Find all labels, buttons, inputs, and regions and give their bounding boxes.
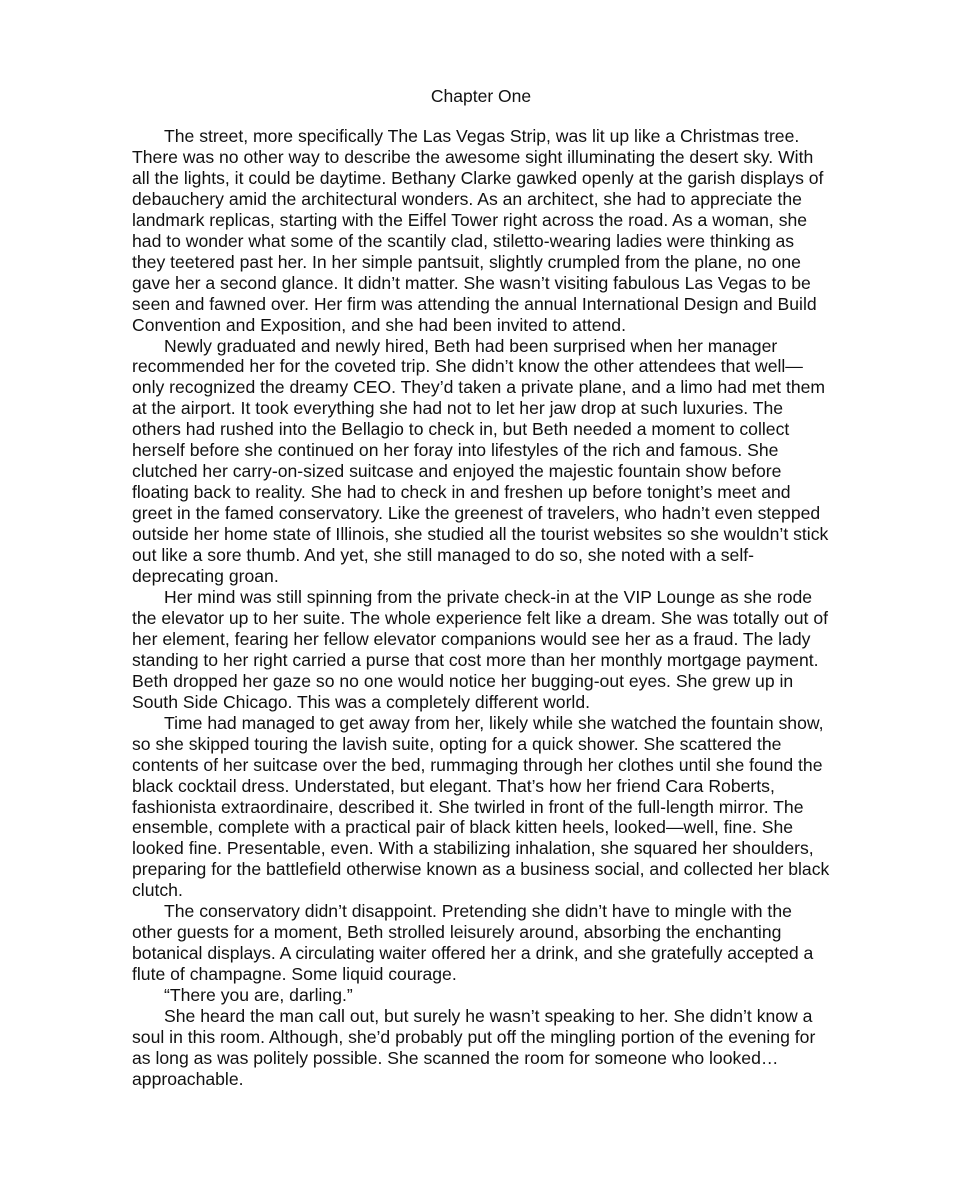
paragraph-1: The street, more specifically The Las Vegas Strip, was lit up like a Christmas tree. There was no other way to describe the awesome sight illuminating the desert sky. With all the lights, it could be daytime. Bethany Clarke gawked openly at the garish displays of debauchery amid the architectural wonders. As an architect, she had to appreciate the landmark replicas, starting with the Eiffel Tower right across the road. As a woman, she had to wonder what some of the scantily clad, stiletto-wearing ladies were thinking as they teetered past her. In her simple pantsuit, slightly crumpled from the plane, no one gave her a second glance. It didn’t matter. She wasn’t visiting fabulous Las Vegas to be seen and fawned over. Her firm was attending the annual International Design and Build Convention and Exposition, and she had been invited to attend. [132,126,824,335]
chapter-title: Chapter One [430,86,532,106]
paragraph-7: She heard the man call out, but surely he wasn’t speaking to her. She didn’t know a soul in this room. Although, she’d probably put off the mingling portion of the evening for as long as was politely possible. She scanned the room for someone who looked… approachable. [132,1006,816,1089]
paragraph-3: Her mind was still spinning from the private check-in at the VIP Lounge as she rode the elevator up to her suite. The whole experience felt like a dream. She was totally out of her element, fearing her fellow elevator companions would see her as a fraud. The lady standing to her right carried a purse that cost more than her monthly mortgage payment. Beth dropped her gaze so no one would notice her bugging-out eyes. She grew up in South Side Chicago. This was a completely different world. [132,586,829,712]
paragraph-5: The conservatory didn’t disappoint. Pretending she didn’t have to mingle with the other guests for a moment, Beth strolled leisurely around, absorbing the enchanting botanical displays. A circulating waiter offered her a drink, and she gratefully accepted a flute of champagne. Some liquid courage. [132,901,814,985]
paragraph-6-dialogue: “There you are, darling.” [164,985,353,1006]
paragraph-2: Newly graduated and newly hired, Beth had been surprised when her manager recommended her for the coveted trip. She didn’t know the other attendees that well—only recognized the dreamy CEO. They’d taken a private plane, and a limo had met them at the airport. It took everything she had not to let her jaw drop at such luxuries. The others had rushed into the Bellagio to check in, but Beth needed a moment to collect herself before she continued on her foray into lifestyles of the rich and famous. She clutched her carry-on-sized suitcase and enjoyed the majestic fountain show before floating back to reality. She had to check in and freshen up before tonight’s meet and greet in the famed conservatory. Like the greenest of travelers, who hadn’t even stepped outside her home state of Illinois, she studied all the tourist websites so she wouldn’t stick out like a sore thumb. And yet, she still managed to do so, she noted with a self-deprecating groan. [132,335,829,587]
paragraph-4: Time had managed to get away from her, likely while she watched the fountain show, so she skipped touring the lavish suite, opting for a quick shower. She scattered the contents of her suitcase over the bed, rummaging through her clothes until she found the black cocktail dress. Understated, but elegant. That’s how her friend Cara Roberts, fashionista extraordinaire, described it. She twirled in front of the full-length mirror. The ensemble, complete with a practical pair of black kitten heels, looked—well, fine. She looked fine. Presentable, even. With a stabilizing inhalation, she squared her shoulders, preparing for the battlefield otherwise known as a business social, and collected her black clutch. [132,712,830,901]
